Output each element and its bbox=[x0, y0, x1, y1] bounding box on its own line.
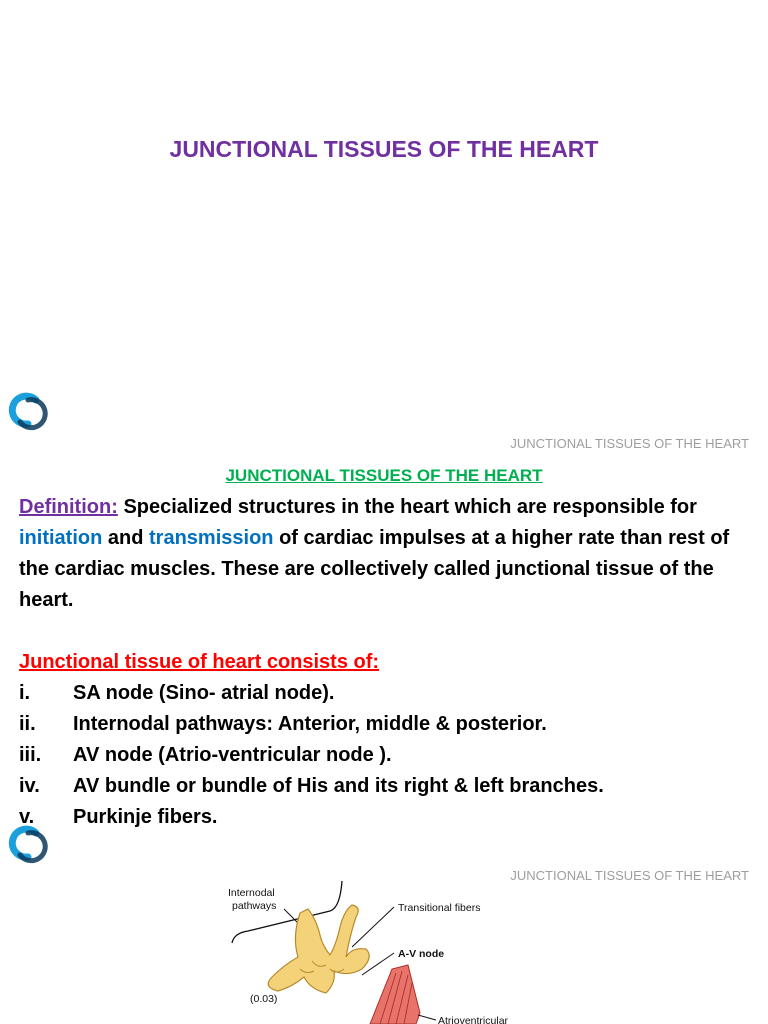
slide-body bbox=[19, 492, 749, 833]
list-number: v. bbox=[19, 806, 35, 828]
list-text: Purkinje fibers. bbox=[73, 806, 218, 828]
label-internodal: Internodal bbox=[228, 887, 275, 899]
slide-title: JUNCTIONAL TISSUES OF THE HEART bbox=[169, 136, 599, 162]
list-item bbox=[19, 771, 749, 802]
list-heading: Junctional tissue of heart consists of: bbox=[19, 651, 380, 673]
logo-icon bbox=[6, 392, 50, 432]
definition-label: Definition: bbox=[19, 496, 118, 518]
list-number: ii. bbox=[19, 713, 36, 735]
label-value: (0.03) bbox=[250, 993, 278, 1005]
label-atrioventricular: Atrioventricular bbox=[438, 1015, 509, 1024]
label-transitional: Transitional fibers bbox=[398, 902, 481, 914]
label-pathways: pathways bbox=[232, 900, 277, 912]
list-number: iv. bbox=[19, 775, 40, 797]
list-item bbox=[19, 740, 749, 771]
list-item bbox=[19, 678, 749, 709]
definition-paragraph bbox=[19, 492, 749, 616]
conduction-tissue-shape bbox=[268, 905, 369, 993]
title-slide bbox=[0, 0, 768, 432]
list-text: AV bundle or bundle of His and its right & left branches. bbox=[73, 775, 604, 797]
highlight-initiation: initiation bbox=[19, 527, 103, 549]
components-list bbox=[19, 678, 749, 833]
diagram-slide bbox=[0, 865, 768, 1024]
conduction-diagram bbox=[0, 865, 768, 1024]
list-number: iii. bbox=[19, 744, 42, 766]
definition-connector: and bbox=[107, 527, 144, 549]
label-av-node: A-V node bbox=[398, 948, 445, 960]
definition-text-2: of cardiac impulses at a higher rate than rest of the cardiac muscles. These are collectively called junctional tissue of the heart. bbox=[19, 527, 730, 611]
list-number: i. bbox=[19, 682, 31, 704]
content-slide bbox=[0, 432, 768, 865]
list-item bbox=[19, 709, 749, 740]
pointer-line bbox=[418, 1015, 436, 1020]
muscle-fibers bbox=[370, 965, 420, 1024]
running-header: JUNCTIONAL TISSUES OF THE HEART bbox=[510, 868, 749, 883]
list-text: AV node (Atrio-ventricular node ). bbox=[73, 744, 392, 766]
highlight-transmission: transmission bbox=[149, 527, 274, 549]
list-text: SA node (Sino- atrial node). bbox=[73, 682, 335, 704]
list-item bbox=[19, 802, 749, 833]
running-header: JUNCTIONAL TISSUES OF THE HEART bbox=[510, 436, 749, 451]
list-text: Internodal pathways: Anterior, middle & posterior. bbox=[73, 713, 547, 735]
logo-icon bbox=[6, 825, 50, 865]
slide-subtitle: JUNCTIONAL TISSUES OF THE HEART bbox=[225, 466, 543, 485]
definition-text-1: Specialized structures in the heart which are responsible for bbox=[123, 496, 697, 518]
